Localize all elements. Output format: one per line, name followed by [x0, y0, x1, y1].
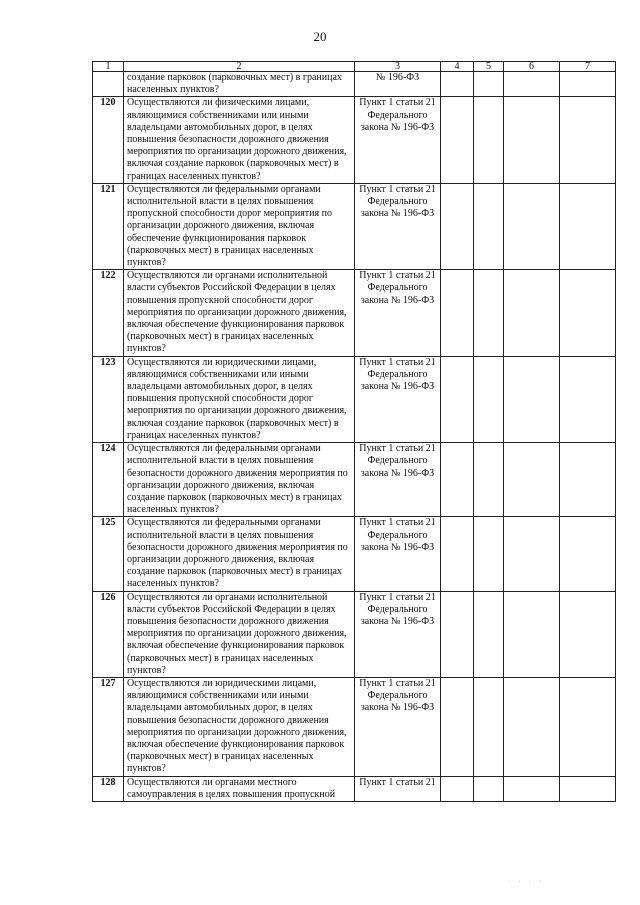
- legal-reference: Пункт 1 статьи 21 Федерального закона № 196-ФЗ: [355, 183, 441, 269]
- answer-cell[interactable]: [474, 591, 504, 677]
- legal-reference: Пункт 1 статьи 21 Федерального закона № 196-ФЗ: [355, 97, 441, 183]
- answer-cell[interactable]: [504, 356, 560, 442]
- table-row: [93, 591, 616, 677]
- question-text: Осуществляются ли физическими лицами, являющимися собственниками или иными владельцами автомобильных дорог, в целях повышения безопасности дорожного движения мероприятия по организации дорожного движения, включая создание парковок (парковочных мест) в границах населенных пунктов?: [124, 97, 355, 183]
- answer-cell[interactable]: [560, 776, 616, 801]
- column-header: 1: [93, 62, 124, 72]
- question-text: Осуществляются ли федеральными органами исполнительной власти в целях повышения пропускной способности дорог мероприятия по организации дорожного движения, включая обеспечение функционирования парковок (парковочных мест) в границах населенных пунктов?: [124, 183, 355, 269]
- answer-cell[interactable]: [504, 443, 560, 517]
- answer-cell[interactable]: [560, 97, 616, 183]
- legal-reference: Пункт 1 статьи 21 Федерального закона № 196-ФЗ: [355, 677, 441, 776]
- table-row: [93, 72, 616, 97]
- row-number: 127: [93, 677, 124, 776]
- answer-cell[interactable]: [474, 183, 504, 269]
- answer-cell[interactable]: [474, 517, 504, 591]
- question-text: Осуществляются ли органами местного самоуправления в целях повышения пропускной: [124, 776, 355, 801]
- question-text: Осуществляются ли федеральными органами исполнительной власти в целях повышения безопасности дорожного движения мероприятия по организации дорожного движения, включая создание парковок (парковочных мест) в границах населенных пунктов?: [124, 443, 355, 517]
- legal-reference: Пункт 1 статьи 21 Федерального закона № 196-ФЗ: [355, 517, 441, 591]
- answer-cell[interactable]: [560, 72, 616, 97]
- question-text: Осуществляются ли органами исполнительной власти субъектов Российской Федерации в целях повышения пропускной способности дорог мероприятия по организации дорожного движения, включая обеспечение функционирования парковок (парковочных мест) в границах населенных пунктов?: [124, 270, 355, 356]
- answer-cell[interactable]: [474, 677, 504, 776]
- answer-cell[interactable]: [441, 270, 474, 356]
- table-row: [93, 356, 616, 442]
- column-header: 7: [560, 62, 616, 72]
- page-number: 20: [313, 29, 327, 44]
- row-number: 126: [93, 591, 124, 677]
- answer-cell[interactable]: [474, 270, 504, 356]
- answer-cell[interactable]: [560, 356, 616, 442]
- row-number: 125: [93, 517, 124, 591]
- table-header-row: [93, 62, 616, 72]
- column-header: 5: [474, 62, 504, 72]
- answer-cell[interactable]: [504, 517, 560, 591]
- checklist-table: [92, 61, 616, 802]
- row-number: 123: [93, 356, 124, 442]
- answer-cell[interactable]: [504, 97, 560, 183]
- answer-cell[interactable]: [560, 270, 616, 356]
- column-header: 2: [124, 62, 355, 72]
- question-text: Осуществляются ли юридическими лицами, являющимися собственниками или иными владельцами автомобильных дорог, в целях повышения безопасности дорожного движения мероприятия по организации дорожного движения, включая обеспечение функционирования парковок (парковочных мест) в границах населенных пунктов?: [124, 677, 355, 776]
- table-row: [93, 517, 616, 591]
- row-number: 121: [93, 183, 124, 269]
- answer-cell[interactable]: [441, 517, 474, 591]
- table-row: [93, 183, 616, 269]
- answer-cell[interactable]: [504, 270, 560, 356]
- scan-artifact: · · · ·: [508, 878, 545, 886]
- answer-cell[interactable]: [474, 72, 504, 97]
- question-text: Осуществляются ли органами исполнительной власти субъектов Российской Федерации в целях повышения безопасности дорожного движения мероприятия по организации дорожного движения, включая обеспечение функционирования парковок (парковочных мест) в границах населенных пунктов?: [124, 591, 355, 677]
- table-row: [93, 97, 616, 183]
- answer-cell[interactable]: [441, 776, 474, 801]
- row-number: 128: [93, 776, 124, 801]
- table-row: [93, 776, 616, 801]
- answer-cell[interactable]: [560, 517, 616, 591]
- answer-cell[interactable]: [441, 72, 474, 97]
- legal-reference: Пункт 1 статьи 21 Федерального закона № 196-ФЗ: [355, 443, 441, 517]
- answer-cell[interactable]: [560, 443, 616, 517]
- question-text: Осуществляются ли федеральными органами исполнительной власти в целях повышения безопасности дорожного движения мероприятия по организации дорожного движения, включая создание парковок (парковочных мест) в границах населенных пунктов?: [124, 517, 355, 591]
- answer-cell[interactable]: [560, 591, 616, 677]
- answer-cell[interactable]: [474, 356, 504, 442]
- answer-cell[interactable]: [504, 72, 560, 97]
- column-header: 6: [504, 62, 560, 72]
- legal-reference: Пункт 1 статьи 21: [355, 776, 441, 801]
- answer-cell[interactable]: [560, 183, 616, 269]
- row-number: 124: [93, 443, 124, 517]
- answer-cell[interactable]: [441, 183, 474, 269]
- table-row: [93, 270, 616, 356]
- row-number: 122: [93, 270, 124, 356]
- question-text: создание парковок (парковочных мест) в границах населенных пунктов?: [124, 72, 355, 97]
- answer-cell[interactable]: [441, 591, 474, 677]
- answer-cell[interactable]: [474, 776, 504, 801]
- legal-reference: Пункт 1 статьи 21 Федерального закона № 196-ФЗ: [355, 270, 441, 356]
- answer-cell[interactable]: [504, 677, 560, 776]
- answer-cell[interactable]: [441, 97, 474, 183]
- answer-cell[interactable]: [441, 443, 474, 517]
- answer-cell[interactable]: [504, 591, 560, 677]
- legal-reference: Пункт 1 статьи 21 Федерального закона № 196-ФЗ: [355, 591, 441, 677]
- answer-cell[interactable]: [560, 677, 616, 776]
- row-number: [93, 72, 124, 97]
- question-text: Осуществляются ли юридическими лицами, являющимися собственниками или иными владельцами автомобильных дорог, в целях повышения пропускной способности дорог мероприятия по организации дорожного движения, включая создание парковок (парковочных мест) в границах населенных пунктов?: [124, 356, 355, 442]
- column-header: 4: [441, 62, 474, 72]
- answer-cell[interactable]: [504, 776, 560, 801]
- row-number: 120: [93, 97, 124, 183]
- legal-reference: № 196-ФЗ: [355, 72, 441, 97]
- answer-cell[interactable]: [441, 356, 474, 442]
- table-row: [93, 677, 616, 776]
- column-header: 3: [355, 62, 441, 72]
- answer-cell[interactable]: [474, 443, 504, 517]
- answer-cell[interactable]: [474, 97, 504, 183]
- table-row: [93, 443, 616, 517]
- answer-cell[interactable]: [504, 183, 560, 269]
- answer-cell[interactable]: [441, 677, 474, 776]
- legal-reference: Пункт 1 статьи 21 Федерального закона № 196-ФЗ: [355, 356, 441, 442]
